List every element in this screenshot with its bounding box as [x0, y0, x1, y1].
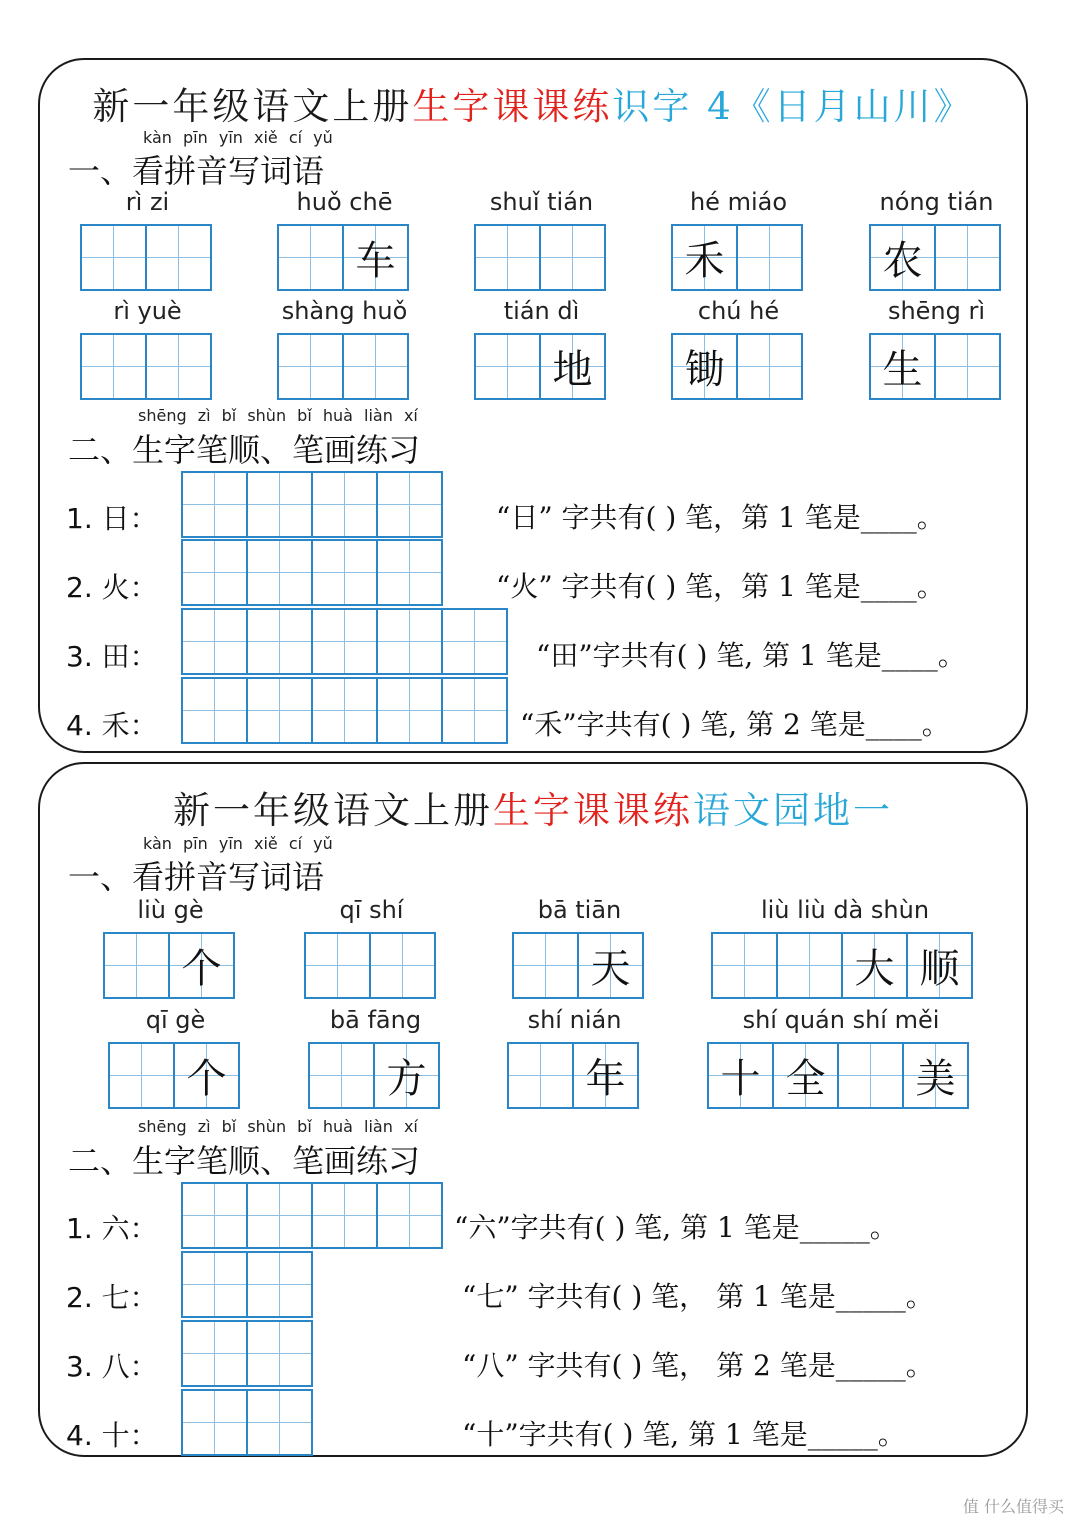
char-cell[interactable] — [539, 224, 606, 291]
word-pinyin: nóng tián — [879, 188, 994, 216]
char-cell[interactable] — [145, 224, 212, 291]
char-cell[interactable] — [376, 608, 443, 675]
word-grid[interactable] — [711, 932, 971, 999]
word-grid[interactable] — [108, 1042, 238, 1109]
char-cell[interactable] — [311, 1182, 378, 1249]
stroke-grid[interactable] — [181, 471, 441, 538]
char-cell[interactable] — [181, 1182, 248, 1249]
char-cell[interactable] — [246, 1182, 313, 1249]
char-cell[interactable] — [145, 333, 212, 400]
char-cell[interactable] — [246, 1320, 313, 1387]
char-cell[interactable] — [441, 608, 508, 675]
char-cell[interactable] — [246, 471, 313, 538]
stroke-question: “六”字共有( ) 笔, 第 1 笔是_____。 — [454, 1211, 898, 1244]
word-pinyin: shàng huǒ — [281, 297, 408, 325]
word-grid[interactable] — [869, 224, 999, 291]
char-cell[interactable] — [376, 471, 443, 538]
section2-title: 二、生字笔顺、笔画练习 — [68, 431, 421, 469]
char-cell[interactable] — [934, 224, 1001, 291]
word-grid[interactable] — [507, 1042, 637, 1109]
section2-pinyin: shēng zì bǐ shùn bǐ huà liàn xí — [138, 1117, 418, 1136]
word-grid[interactable] — [474, 333, 604, 400]
worksheet-card-1 — [38, 58, 1028, 753]
stroke-row-label: 2. 七： — [66, 1281, 158, 1314]
section2-title: 二、生字笔顺、笔画练习 — [68, 1142, 421, 1180]
stroke-grid[interactable] — [181, 1389, 311, 1456]
word-pinyin: shuǐ tián — [489, 188, 594, 216]
word-pinyin: hé miáo — [689, 188, 788, 216]
word-pinyin: rì zi — [125, 188, 170, 216]
word-grid[interactable] — [474, 224, 604, 291]
char-cell[interactable] — [181, 1251, 248, 1318]
stroke-grid[interactable] — [181, 1182, 441, 1249]
word-grid[interactable] — [80, 333, 210, 400]
stroke-question: “田”字共有( ) 笔, 第 1 笔是____。 — [536, 639, 966, 672]
char-cell[interactable] — [181, 677, 248, 744]
stroke-question: “八” 字共有( ) 笔， 第 2 笔是_____。 — [462, 1349, 934, 1382]
char-cell[interactable] — [776, 932, 843, 999]
stroke-grid[interactable] — [181, 677, 506, 744]
char-cell[interactable] — [311, 539, 378, 606]
word-pinyin: bā fāng — [329, 1006, 422, 1034]
char-cell[interactable] — [103, 932, 170, 999]
char-cell[interactable]: 顺 — [906, 932, 973, 999]
char-cell[interactable] — [369, 932, 436, 999]
stroke-question: “七” 字共有( ) 笔， 第 1 笔是_____。 — [462, 1280, 934, 1313]
char-cell[interactable] — [304, 932, 371, 999]
char-cell[interactable] — [376, 677, 443, 744]
stroke-grid[interactable] — [181, 539, 441, 606]
stroke-question: “火” 字共有( ) 笔，第 1 笔是____。 — [496, 570, 945, 603]
word-pinyin: bā tiān — [537, 896, 622, 924]
word-pinyin: shí quán shí měi — [742, 1006, 940, 1034]
char-cell[interactable] — [108, 1042, 175, 1109]
word-grid[interactable] — [707, 1042, 967, 1109]
char-cell[interactable] — [277, 224, 344, 291]
stroke-row-label: 3. 田： — [66, 640, 158, 673]
char-cell[interactable] — [376, 1182, 443, 1249]
word-pinyin: tián dì — [503, 297, 580, 325]
char-cell[interactable] — [311, 677, 378, 744]
char-cell[interactable] — [441, 677, 508, 744]
char-cell[interactable]: 十 — [707, 1042, 774, 1109]
char-cell[interactable] — [246, 1389, 313, 1456]
word-grid[interactable] — [671, 224, 801, 291]
word-grid[interactable] — [869, 333, 999, 400]
char-cell[interactable] — [277, 333, 344, 400]
stroke-row-label: 4. 十： — [66, 1419, 158, 1452]
stroke-row-label: 2. 火： — [66, 571, 158, 604]
section1-title: 一、看拼音写词语 — [68, 858, 325, 896]
stroke-grid[interactable] — [181, 1251, 311, 1318]
char-cell[interactable] — [311, 608, 378, 675]
char-cell[interactable]: 天 — [577, 932, 644, 999]
word-grid[interactable] — [304, 932, 434, 999]
word-grid[interactable] — [277, 224, 407, 291]
char-cell[interactable] — [512, 932, 579, 999]
stroke-grid[interactable] — [181, 608, 506, 675]
stroke-question: “禾”字共有( ) 笔, 第 2 笔是____。 — [520, 708, 950, 741]
stroke-row-label: 1. 六： — [66, 1212, 158, 1245]
word-grid[interactable] — [277, 333, 407, 400]
word-grid[interactable] — [512, 932, 642, 999]
char-cell[interactable]: 大 — [841, 932, 908, 999]
section2-pinyin: shēng zì bǐ shùn bǐ huà liàn xí — [138, 406, 418, 425]
word-pinyin: chú hé — [697, 297, 780, 325]
char-cell[interactable]: 个 — [173, 1042, 240, 1109]
char-cell[interactable]: 农 — [869, 224, 936, 291]
word-pinyin: qī gè — [145, 1006, 206, 1034]
char-cell[interactable] — [181, 1389, 248, 1456]
char-cell[interactable] — [181, 1320, 248, 1387]
worksheet-title: 新一年级语文上册生字课课练语文园地一 — [173, 789, 893, 832]
char-cell[interactable]: 年 — [572, 1042, 639, 1109]
word-pinyin: qī shí — [339, 896, 404, 924]
stroke-row-label: 3. 八： — [66, 1350, 158, 1383]
char-cell[interactable] — [934, 333, 1001, 400]
worksheet-card-2 — [38, 762, 1028, 1457]
word-pinyin: liù liù dà shùn — [760, 896, 930, 924]
section1-title: 一、看拼音写词语 — [68, 152, 325, 190]
char-cell[interactable] — [181, 471, 248, 538]
word-grid[interactable] — [671, 333, 801, 400]
watermark: 值 什么值得买 — [962, 1497, 1064, 1516]
char-cell[interactable] — [80, 224, 147, 291]
word-grid[interactable] — [308, 1042, 438, 1109]
word-pinyin: liù gè — [137, 896, 204, 924]
char-cell[interactable] — [376, 539, 443, 606]
stroke-row-label: 1. 日： — [66, 502, 158, 535]
char-cell[interactable]: 生 — [869, 333, 936, 400]
word-grid[interactable] — [80, 224, 210, 291]
word-pinyin: shí nián — [527, 1006, 622, 1034]
word-pinyin: rì yuè — [113, 297, 182, 325]
char-cell[interactable] — [246, 539, 313, 606]
char-cell[interactable]: 美 — [902, 1042, 969, 1109]
char-cell[interactable] — [80, 333, 147, 400]
word-grid[interactable] — [103, 932, 233, 999]
char-cell[interactable]: 车 — [342, 224, 409, 291]
word-pinyin: huǒ chē — [296, 188, 393, 216]
char-cell[interactable] — [308, 1042, 375, 1109]
char-cell[interactable] — [181, 608, 248, 675]
char-cell[interactable] — [736, 333, 803, 400]
stroke-question: “日” 字共有( ) 笔，第 1 笔是____。 — [496, 501, 945, 534]
worksheet-title: 新一年级语文上册生字课课练识字 4《日月山川》 — [92, 85, 974, 128]
char-cell[interactable]: 全 — [772, 1042, 839, 1109]
char-cell[interactable] — [311, 471, 378, 538]
stroke-grid[interactable] — [181, 1320, 311, 1387]
char-cell[interactable] — [246, 1251, 313, 1318]
char-cell[interactable] — [474, 333, 541, 400]
char-cell[interactable] — [736, 224, 803, 291]
char-cell[interactable]: 方 — [373, 1042, 440, 1109]
char-cell[interactable]: 地 — [539, 333, 606, 400]
char-cell[interactable]: 个 — [168, 932, 235, 999]
char-cell[interactable]: 禾 — [671, 224, 738, 291]
section1-pinyin: kàn pīn yīn xiě cí yǔ — [143, 128, 333, 147]
char-cell[interactable] — [246, 608, 313, 675]
word-pinyin: shēng rì — [887, 297, 986, 325]
char-cell[interactable] — [181, 539, 248, 606]
char-cell[interactable] — [711, 932, 778, 999]
stroke-row-label: 4. 禾： — [66, 709, 158, 742]
section1-pinyin: kàn pīn yīn xiě cí yǔ — [143, 834, 333, 853]
char-cell[interactable] — [474, 224, 541, 291]
char-cell[interactable] — [837, 1042, 904, 1109]
char-cell[interactable]: 锄 — [671, 333, 738, 400]
char-cell[interactable] — [342, 333, 409, 400]
char-cell[interactable] — [246, 677, 313, 744]
char-cell[interactable] — [507, 1042, 574, 1109]
stroke-question: “十”字共有( ) 笔, 第 1 笔是_____。 — [462, 1418, 906, 1451]
